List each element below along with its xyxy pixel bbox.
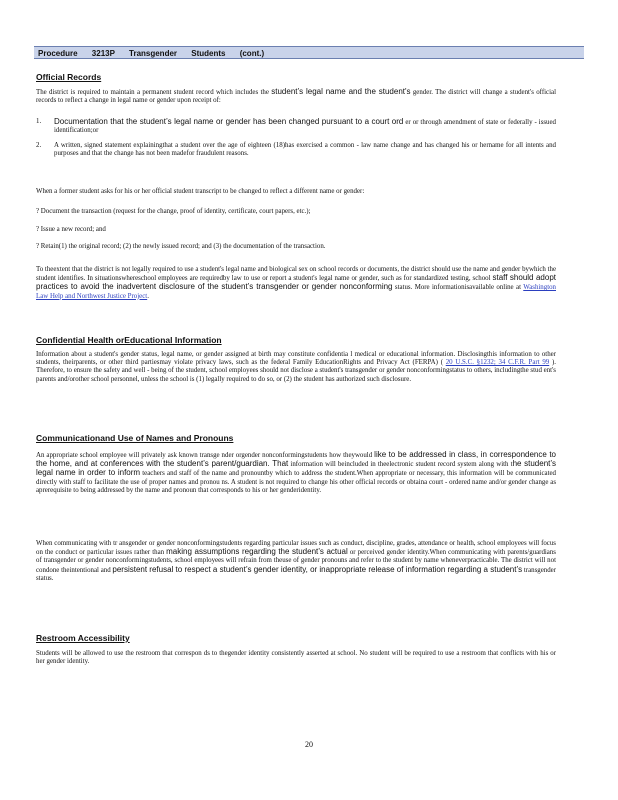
list-item-text: A written, signed statement explainingthat a student over the age of eighteen (18)has exercised a common - law name change and has changed his or hername for all intents and purposes and that the change has not been madefor fraudulent reasons. [54, 142, 556, 158]
official-records-intro [36, 88, 556, 105]
paragraph-emphasis: making assumptions regarding the student’s actual [166, 547, 348, 557]
period: . [147, 292, 149, 300]
paragraph-emphasis: staff should adopt practices to avoid the inadvertent disclosure of the student’s transgender or gender nonconforming [36, 273, 556, 292]
paragraph-text-end: transgender status. [36, 566, 556, 582]
paragraph-text: or perceived gender identity.When communicating with parents/guardians of transgender or gender nonconformingstudents, school employees will refrain from theuse of gender pronouns and refer to the student by name wheneverpracticable. The district will not condone theintentional and [36, 549, 556, 574]
bullet-item: ? Issue a new record; and [36, 226, 106, 233]
bullet-item: ? Document the transaction (request for the change, proof of identity, certificate, court papers, etc.); [36, 208, 311, 215]
restroom-heading: Restroom Accessibility [36, 633, 130, 643]
paragraph-emphasis: he student’s legal name in order to inform [36, 459, 556, 478]
paragraph-text-end: ). Therefore, to ensure the safety and well - being of the student, school employees should not disclose a student's transgender or gender nonconformingstatus to others, includingthe stud ent's parents and/orother school personnel, unless the school is (1) legally required to do so, or (2) the student has authorized such disclosure. [36, 359, 556, 383]
paragraph-text: To theextent that the district is not legally required to use a student's legal name and biological sex on school records or documents, the district should use the name and gender bywhich the student identifies. In situationswhereschool employees are requiredby law to use or report a student's legal name or gender, such as for standardized testing, school [36, 266, 556, 283]
washington-law-help-link[interactable]: Washington Law Help and Northwest Justice Project [36, 284, 556, 300]
list-item-emphasis: Documentation that the student’s legal name or gender has been changed pursuant to a court ord [54, 117, 404, 126]
confidential-heading: Confidential Health orEducational Information [36, 335, 222, 345]
procedure-header-bar: Procedure 3213P Transgender Students (cont.) [34, 46, 584, 59]
paragraph-text: Information about a student's gender status, legal name, or gender assigned at birth may constitute confidentia l medical or educational information. Disclosingthis information to other students, theirparents, or other third partiesmay violate privacy laws, such as the federal Family EducationRights and Privacy Act (FERPA) ( [36, 351, 556, 367]
list-item-text [54, 118, 556, 135]
paragraph-text-end: teachers and staff of the name and pronountby which to address the student.When appropriate or necessary, this information will be communicated directly with staff to facilitate the use of proper names and pronou ns. A student is not required to change his other official records or obtaina court - ordered name and/or gender change as aprerequisite to being addressed by the name and pronoun that corresponds to his or her genderidentity. [36, 470, 556, 494]
intro-emphasis: student’s legal name and the student's [271, 87, 411, 96]
communication-paragraph-1 [36, 451, 556, 495]
official-records-heading: Official Records [36, 72, 102, 82]
list-item-rest: er or through amendment of state or federally - issued identification;or [54, 119, 557, 135]
list-number: 1. [36, 118, 42, 125]
intro-text: The district is required to maintain a permanent student record which includes the [36, 89, 272, 96]
bullet-item: ? Retain(1) the original record; (2) the newly issued record; and (3) the documentation of the transaction. [36, 243, 326, 250]
paragraph-emphasis: persistent refusal to respect a student’s gender identity, or inappropriate release of information regarding a student’s [112, 564, 523, 574]
paragraph-text: An appropriate school employee will privately ask known transge nder orgender nonconformingstudents how theywould [36, 452, 375, 459]
paragraph-text-end: status. More informationisavailable online at [392, 284, 524, 292]
former-student-paragraph: When a former student asks for his or her official student transcript to be changed to reflect a different name or gender: [36, 188, 365, 195]
paragraph-text: information will beincluded in theelectronic student record system along with t [288, 461, 513, 469]
legal-name-paragraph [36, 266, 556, 301]
intro-text-end: gender. The district will change a student's official records to reflect a change in legal name or gender upon receipt of: [36, 89, 556, 105]
paragraph-text: When communicating with tr ansgender or gender nonconformingstudents regarding particular issues such as conduct, discipline, grades, attendance or health, school employees will focus on the conduct or particular issues rather than [36, 540, 556, 557]
ferpa-citation-link[interactable]: 20 U.S.C. §1232; 34 C.F.R. Part 99 [445, 359, 550, 367]
communication-heading: Communicationand Use of Names and Pronouns [36, 433, 234, 443]
restroom-paragraph: Students will be allowed to use the restroom that correspon ds to thegender identity consistently asserted at school. No student will be required to use a restroom that conflicts with his or her gender identity. [36, 650, 556, 666]
confidential-paragraph [36, 351, 556, 384]
page-number: 20 [305, 740, 313, 749]
paragraph-emphasis: like to be addressed in class, in correspondence to the home, and at conferences with the student’s parent/guardian. That [36, 450, 556, 469]
communication-paragraph-2 [36, 540, 556, 583]
list-number: 2. [36, 142, 42, 149]
